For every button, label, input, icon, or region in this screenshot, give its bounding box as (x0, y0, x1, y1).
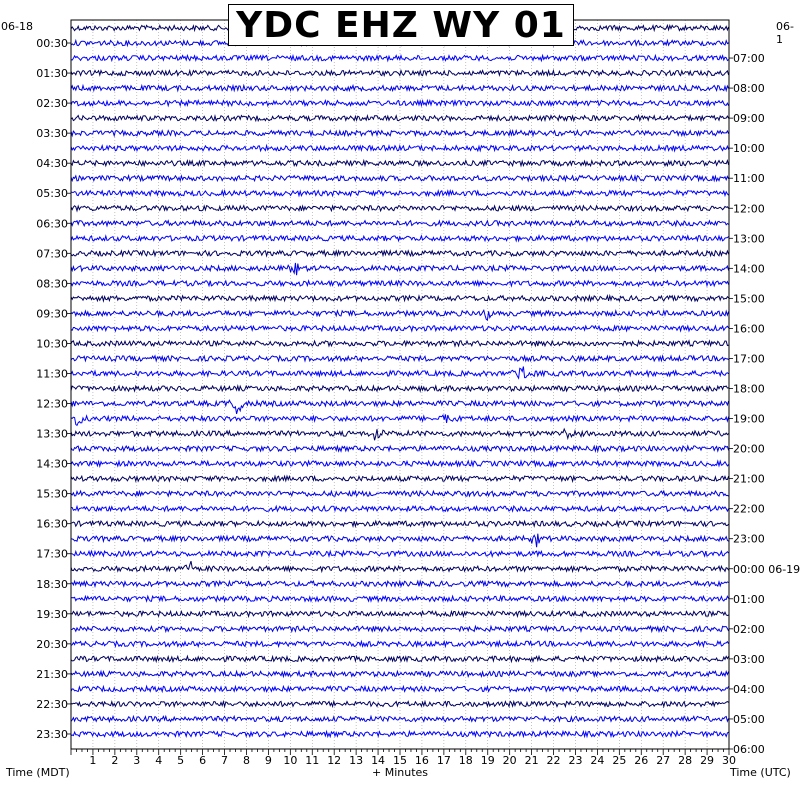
x-tick-label: 22 (546, 754, 561, 767)
x-tick-label: 27 (656, 754, 671, 767)
seismic-trace (71, 701, 729, 706)
x-tick-label: 7 (221, 754, 229, 767)
right-time-label: 14:00 (733, 262, 765, 276)
right-time-label: 11:00 (733, 172, 765, 186)
x-tick-label: 26 (634, 754, 649, 767)
right-time-label: 17:00 (733, 352, 765, 366)
right-time-label: 15:00 (733, 292, 765, 306)
seismic-trace (71, 671, 729, 676)
right-time-label: 08:00 (733, 82, 765, 96)
seismic-trace (71, 491, 729, 496)
left-time-ticks (36, 37, 71, 741)
right-time-ticks (729, 52, 800, 756)
left-time-label: 04:30 (36, 157, 68, 171)
x-tick-label: 3 (133, 754, 141, 767)
x-tick-label: 28 (678, 754, 693, 767)
right-time-label: 13:00 (733, 232, 765, 246)
x-tick-label: 10 (283, 754, 298, 767)
x-tick-label: 23 (568, 754, 583, 767)
left-time-label: 05:30 (36, 187, 68, 201)
seismic-trace (71, 641, 729, 646)
left-time-label: 07:30 (36, 247, 68, 261)
left-time-label: 03:30 (36, 127, 68, 141)
right-time-label: 00:00 06-19 (733, 562, 800, 576)
right-time-label: 10:00 (733, 142, 765, 156)
x-tick-label: 9 (264, 754, 272, 767)
x-tick-label: 19 (480, 754, 495, 767)
x-axis-ticks (71, 749, 736, 767)
left-time-label: 18:30 (36, 577, 68, 591)
x-tick-label: 6 (199, 754, 207, 767)
seismic-trace (71, 686, 729, 691)
left-time-label: 15:30 (36, 487, 68, 501)
right-axis-caption: Time (UTC) (730, 766, 791, 779)
seismic-trace (71, 656, 729, 661)
left-time-label: 23:30 (36, 727, 68, 741)
title-box (228, 4, 574, 46)
x-tick-label: 24 (590, 754, 605, 767)
left-time-label: 13:30 (36, 427, 68, 441)
x-tick-label: 2 (111, 754, 119, 767)
x-tick-label: 13 (349, 754, 364, 767)
right-time-label: 04:00 (733, 682, 765, 696)
seismic-trace (71, 429, 729, 440)
x-tick-label: 21 (524, 754, 539, 767)
seismic-trace (71, 581, 729, 586)
left-time-label: 20:30 (36, 637, 68, 651)
right-time-label: 22:00 (733, 502, 765, 516)
right-time-label: 06:00 (733, 743, 765, 756)
left-time-label: 12:30 (36, 397, 68, 411)
seismic-trace (71, 263, 729, 275)
left-time-label: 16:30 (36, 517, 68, 531)
right-time-label: 05:00 (733, 712, 765, 726)
x-tick-label: 1 (89, 754, 97, 767)
seismic-trace (71, 161, 729, 166)
left-time-label: 01:30 (36, 67, 68, 81)
x-axis-caption: + Minutes (372, 766, 429, 779)
left-time-label: 00:30 (36, 37, 68, 51)
start-date-left: 06-18 (1, 20, 33, 33)
frame-rect (71, 20, 729, 749)
seismic-trace (71, 626, 729, 631)
left-time-label: 17:30 (36, 547, 68, 561)
seismic-trace (71, 206, 729, 211)
right-time-label: 18:00 (733, 382, 765, 396)
x-tick-label: 16 (414, 754, 429, 767)
left-time-label: 08:30 (36, 277, 68, 291)
right-time-label: 16:00 (733, 322, 765, 336)
left-axis-caption: Time (MDT) (6, 766, 70, 779)
right-time-label: 01:00 (733, 592, 765, 606)
right-time-label: 23:00 (733, 532, 765, 546)
right-time-label: 12:00 (733, 202, 765, 216)
x-tick-label: 30 (722, 754, 736, 767)
seismic-trace (71, 521, 729, 526)
x-tick-label: 14 (371, 754, 386, 767)
plot-frame (71, 20, 729, 749)
left-time-label: 10:30 (36, 337, 68, 351)
left-time-label: 09:30 (36, 307, 68, 321)
seismic-trace (71, 146, 729, 151)
seismic-trace (71, 476, 729, 481)
left-time-label: 19:30 (36, 607, 68, 621)
left-time-label: 14:30 (36, 457, 68, 471)
x-tick-label: 5 (177, 754, 185, 767)
right-time-label: 09:00 (733, 112, 765, 126)
seismic-trace (71, 191, 729, 196)
left-time-label: 06:30 (36, 217, 68, 231)
chart-title: YDC EHZ WY 01 (236, 4, 566, 46)
x-tick-label: 25 (612, 754, 627, 767)
left-time-label: 22:30 (36, 697, 68, 711)
seismic-trace (71, 356, 729, 361)
seismic-trace (71, 236, 729, 241)
x-tick-label: 4 (155, 754, 163, 767)
right-time-label: 02:00 (733, 622, 765, 636)
minute-grid (93, 20, 707, 749)
left-time-label: 21:30 (36, 667, 68, 681)
x-tick-label: 20 (502, 754, 517, 767)
right-time-label: 19:00 (733, 412, 765, 426)
right-time-label: 20:00 (733, 442, 765, 456)
left-time-label: 11:30 (36, 367, 68, 381)
left-time-label: 02:30 (36, 97, 68, 111)
x-tick-label: 29 (700, 754, 715, 767)
x-tick-label: 8 (242, 754, 250, 767)
x-tick-label: 11 (305, 754, 320, 767)
right-time-label: 21:00 (733, 472, 765, 486)
right-time-label: 07:00 (733, 52, 765, 66)
x-tick-label: 12 (327, 754, 342, 767)
start-date-right: 06-1 (776, 20, 794, 46)
x-tick-label: 15 (393, 754, 407, 767)
x-tick-label: 18 (458, 754, 473, 767)
right-time-label: 03:00 (733, 652, 765, 666)
x-tick-label: 17 (436, 754, 451, 767)
